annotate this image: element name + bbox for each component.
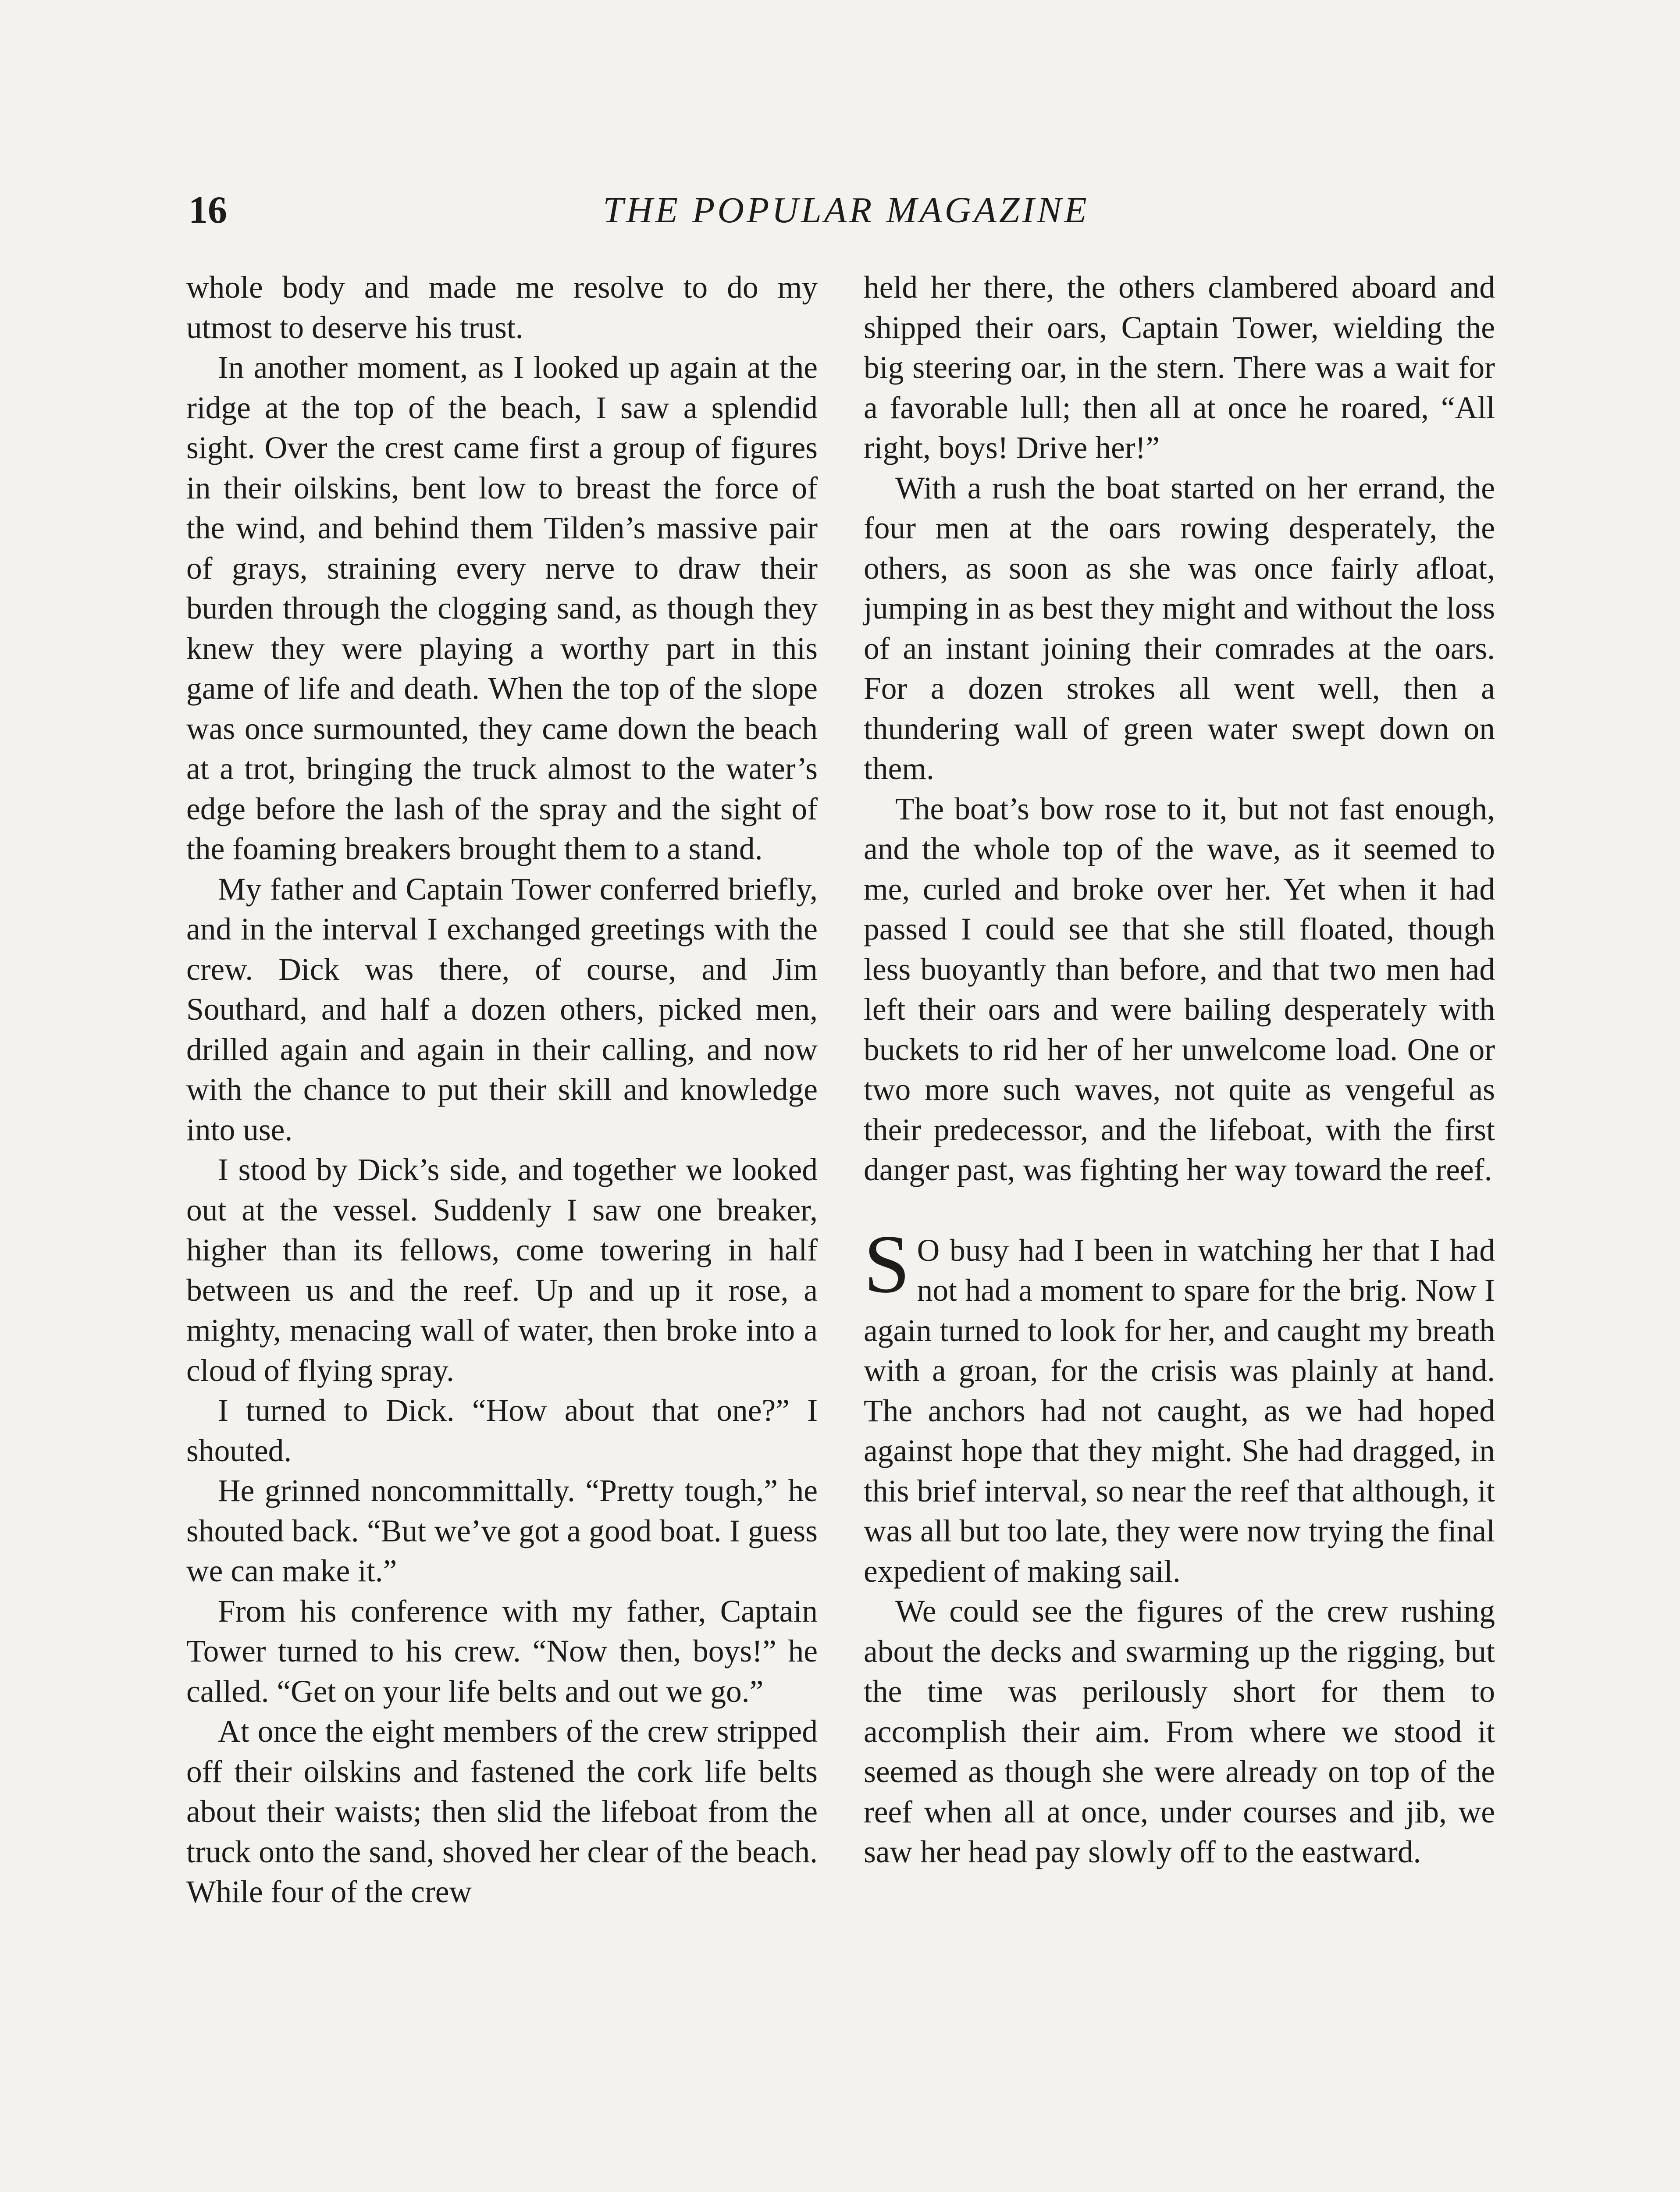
paragraph: In another moment, as I looked up again at the ridge at the top of the beach, I saw a splendid sight. Over the crest came first a group of figures in their oilskins, bent low to breast the force of the wind, and behind them Tilden’s massive pair of grays, straining every nerve to draw their burden through the clogging sand, as though they knew they were playing a worthy part in this game of life and death. When the top of the slope was once surmounted, they came down the beach at a trot, bringing the truck almost to the water’s edge before the lash of the spray and the sight of the foaming breakers brought them to a stand. — [186, 350, 818, 866]
paragraph: With a rush the boat started on her errand, the four men at the oars rowing desperately, the others, as soon as she was once fairly afloat, jumping in as best they might and without the loss of an instant joining their comrades at the oars. For a dozen strokes all went well, then a thundering wall of green water swept down on them. — [864, 470, 1495, 786]
left-column — [186, 267, 818, 1912]
paragraph: whole body and made me resolve to do my utmost to deserve his trust. — [186, 270, 818, 345]
paragraph: I turned to Dick. “How about that one?” I shouted. — [186, 1393, 818, 1468]
paragraph: We could see the figures of the crew rushing about the decks and swarming up the rigging, but the time was perilously short for them to accomplish their aim. From where we stood it seemed as though she were already on top of the reef when all at once, under courses and jib, we saw her head pay slowly off to the eastward. — [864, 1594, 1495, 1869]
paragraph: I stood by Dick’s side, and together we looked out at the vessel. Suddenly I saw one breaker, higher than its fellows, come towering in half between us and the reef. Up and up it rose, a mighty, menacing wall of water, then broke into a cloud of flying spray. — [186, 1153, 818, 1388]
section-opening-paragraph: SO busy had I been in watching her that I had not had a moment to spare for the brig. Now I again turned to look for her, and caught my breath with a groan, for the crisis was plainly at hand. The anchors had not caught, as we had hoped against hope that they might. She had dragged, in this brief interval, so near the reef that although, it was all but too late, they were now trying the final expedient of making sail. — [864, 1218, 1495, 1589]
right-column — [864, 267, 1495, 1872]
paragraph: My father and Captain Tower conferred briefly, and in the interval I exchanged greetings with the crew. Dick was there, of course, and Jim Southard, and half a dozen others, picked men, drilled again and again in their calling, and now with the chance to put their skill and knowledge into use. — [186, 872, 818, 1147]
paragraph: The boat’s bow rose to it, but not fast enough, and the whole top of the wave, as it seemed to me, curled and broke over her. Yet when it had passed I could see that she still floated, though less buoyantly than before, and that two men had left their oars and were bailing desperately with buckets to rid her of her unwelcome load. One or two more such waves, not quite as vengeful as their predecessor, and the lifeboat, with the first danger past, was fighting her way toward the reef. — [864, 791, 1495, 1187]
page-header — [189, 184, 1504, 237]
paragraph: He grinned noncommittally. “Pretty tough,” he shouted back. “But we’ve got a good boat. I guess we can make it.” — [186, 1473, 818, 1588]
paragraph: held her there, the others clambered aboard and shipped their oars, Captain Tower, wielding the big steering oar, in the stern. There was a wait for a favorable lull; then all at once he roared, “All right, boys! Drive her!” — [864, 270, 1495, 465]
paragraph: At once the eight members of the crew stripped off their oilskins and fastened the cork life belts about their waists; then slid the lifeboat from the truck onto the sand, shoved her clear of the beach. While four of the crew — [186, 1714, 818, 1909]
paragraph: From his conference with my father, Captain Tower turned to his crew. “Now then, boys!” he called. “Get on your life belts and out we go.” — [186, 1594, 818, 1709]
running-title: THE POPULAR MAGAZINE — [603, 190, 1089, 231]
page-number: 16 — [189, 189, 227, 231]
